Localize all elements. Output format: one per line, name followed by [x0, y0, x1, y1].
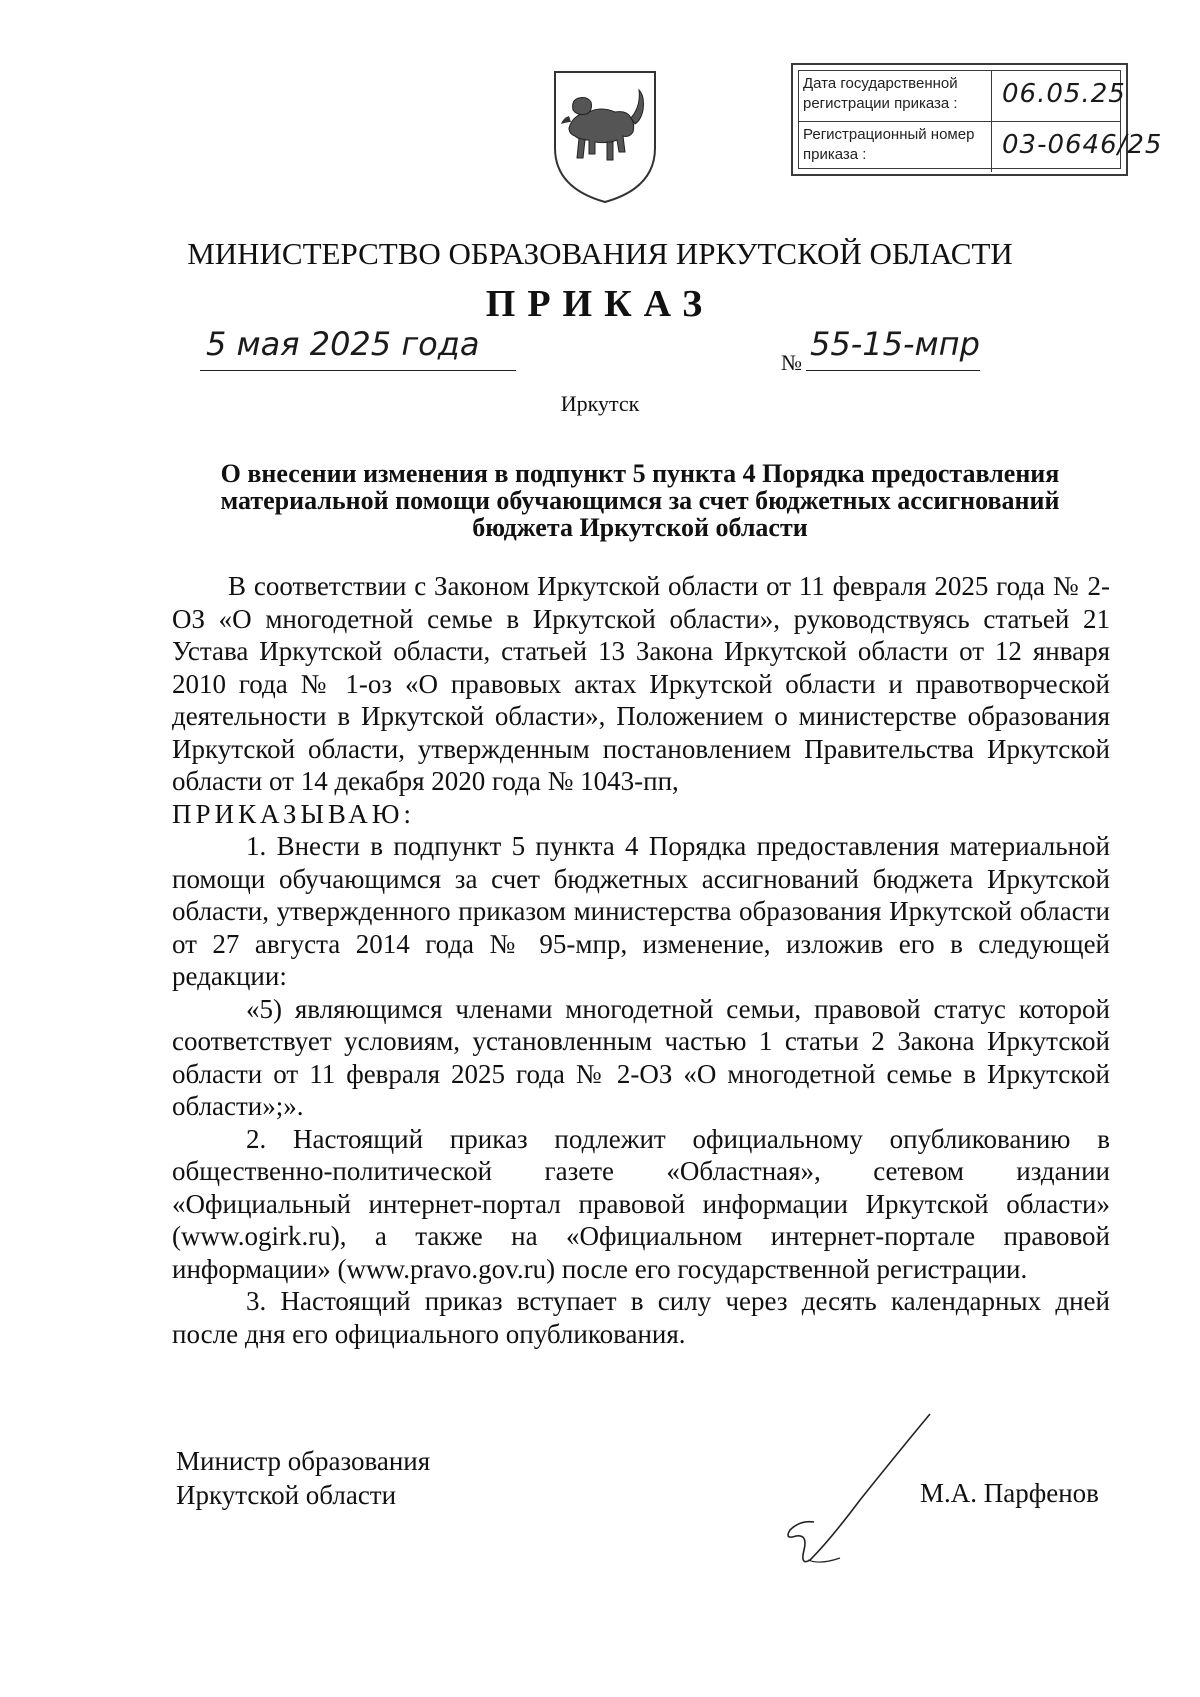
registration-stamp [791, 63, 1163, 176]
document-title: О внесении изменения в подпункт 5 пункта 4 Порядка предоставления материальной помощи обучающимся за счет бюджетных ассигнований бюджета Иркутской области [220, 459, 1060, 542]
handwritten-order-number: 55-15-мпр [810, 325, 980, 363]
signatory-title [176, 1444, 430, 1512]
item-3-paragraph: 3. Настоящий приказ вступает в силу через десять календарных дней после дня его официального опубликования. [172, 1286, 1110, 1349]
orders-heading: ПРИКАЗЫВАЮ: [172, 798, 415, 829]
preamble-paragraph: В соответствии с Законом Иркутской области от 11 февраля 2025 года № 2-ОЗ «О многодетной семье в Иркутской области», руководствуясь статьей 21 Устава Иркутской области, статьей 13 Закона Иркутской области от 12 января 2010 года № 1-оз «О правовых актах Иркутской области и правотворческой деятельности в Иркутской области», Положением о министерстве образования Иркутской области, утвержденным постановлением Правительства Иркутской области от 14 декабря 2020 года № 1043-пп, [172, 571, 1110, 796]
coat-of-arms-emblem [549, 66, 661, 206]
ministry-name: МИНИСТЕРСТВО ОБРАЗОВАНИЯ ИРКУТСКОЙ ОБЛАСТИ [187, 236, 1013, 271]
handwritten-date: 5 мая 2025 года [206, 325, 480, 363]
number-sign: № [781, 350, 802, 375]
order-number-line [806, 325, 980, 371]
registration-date-value: 06.05.25 [1002, 79, 1126, 109]
city: Иркутск [560, 391, 640, 416]
item-1-quote-paragraph: «5) являющимся членами многодетной семьи, правовой статус которой соответствует условиям, установленным частью 1 статьи 2 Закона Иркутской области от 11 февраля 2025 года № 2-ОЗ «О многодетной семье в Иркутской области»;». [172, 993, 1110, 1121]
registration-number-label: Регистрационный номер приказа : [803, 126, 975, 163]
signatory-title-line-2: Иркутской области [176, 1480, 397, 1510]
date-line [200, 325, 516, 371]
registration-number-value: 03-0646/25 [1002, 130, 1163, 160]
item-1-paragraph: 1. Внести в подпункт 5 пункта 4 Порядка предоставления материальной помощи обучающимся за счет бюджетных ассигнований бюджета Иркутской области, утвержденного приказом министерства образования Иркутской области от 27 августа 2014 года № 95-мпр, изменение, изложив его в следующей редакции: [172, 831, 1110, 991]
registration-number-row [799, 122, 1163, 172]
signatory-title-line-1: Министр образования [176, 1446, 431, 1476]
registration-date-label: Дата государственной регистрации приказа : [803, 75, 958, 112]
registration-date-row [799, 71, 1126, 122]
document-body [172, 570, 1110, 1350]
document-type: ПРИКАЗ [485, 283, 715, 325]
signatory-name: М.А. Парфенов [920, 1478, 1099, 1508]
item-2-paragraph: 2. Настоящий приказ подлежит официальному опубликованию в общественно-политической газете «Областная», сетевом издании «Официальный интернет-портал правовой информации Иркутской области» (www.ogirk.ru), а также на «Официальном интернет-портале правовой информации» (www.pravo.gov.ru) после его государственной регистрации. [172, 1123, 1110, 1284]
